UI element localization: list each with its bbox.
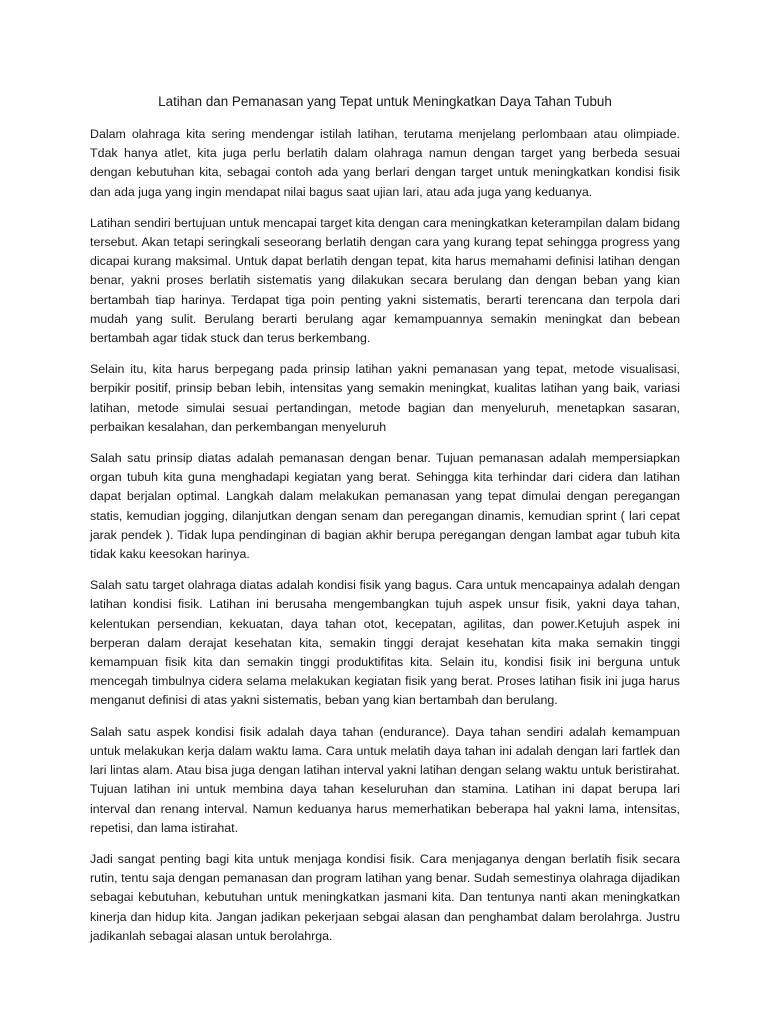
paragraph-6: Salah satu aspek kondisi fisik adalah daya tahan (endurance). Daya tahan sendiri adalah kemampuan untuk melakukan kerja dalam waktu lama. Cara untuk melatih daya tahan ini adalah dengan lari fartlek dan lari lintas alam. Atau bisa juga dengan latihan interval yakni latihan dengan selang waktu untuk beristirahat. Tujuan latihan ini untuk membina daya tahan keseluruhan dan stamina. Latihan ini dapat berupa lari interval dan renang interval. Namun keduanya harus memerhatikan beberapa hal yakni lama, intensitas, repetisi, dan lama istirahat. [90,724,680,835]
paragraph-4: Salah satu prinsip diatas adalah pemanasan dengan benar. Tujuan pemanasan adalah mempersiapkan organ tubuh kita guna menghadapi kegiatan yang berat. Sehingga kita terhindar dari cidera dan latihan dapat berjalan optimal. Langkah dalam melakukan pemanasan yang tepat dimulai dengan peregangan statis, kemudian jogging, dilanjutkan dengan senam dan peregangan dinamis, kemudian sprint ( lari cepat jarak pendek ). Tidak lupa pendinginan di bagian akhir berupa peregangan dengan lambat agar tubuh kita tidak kaku keesokan harinya. [90,451,680,562]
paragraph-2: Latihan sendiri bertujuan untuk mencapai target kita dengan cara meningkatkan keterampilan dalam bidang tersebut. Akan tetapi seringkali seseorang berlatih dengan cara yang kurang tepat sehingga progress yang dicapai kurang maksimal. Untuk dapat berlatih dengan tepat, kita harus memahami definisi latihan dengan benar, yakni proses berlatih sistematis yang dilakukan secara berulang dan dengan beban yang kian bertambah tiap harinya. Terdapat tiga poin penting yakni sistematis, berarti terencana dan terpola dari mudah yang sulit. Berulang berarti berulang agar kemampuannya semakin meningkat dan bebean bertambah agar tidak stuck dan terus berkembang. [90,215,680,346]
paragraph-1: Dalam olahraga kita sering mendengar istilah latihan, terutama menjelang perlombaan atau olimpiade. Tdak hanya atlet, kita juga perlu berlatih dalam olahraga namun dengan target yang berbeda sesuai dengan kebutuhan kita, sebagai contoh ada yang berlari dengan target untuk meningkatkan kondisi fisik dan ada juga yang ingin mendapat nilai bagus saat ujian lari, atau ada juga yang keduanya. [90,127,680,199]
paragraph-5: Salah satu target olahraga diatas adalah kondisi fisik yang bagus. Cara untuk mencapainya adalah dengan latihan kondisi fisik. Latihan ini berusaha mengembangkan tujuh aspek unsur fisik, yakni daya tahan, kelentukan persendian, kekuatan, daya tahan otot, kecepatan, agilitas, dan power.Ketujuh aspek ini berperan dalam derajat kesehatan kita, semakin tinggi derajat kesehatan kita maka semakin tinggi kemampuan fisik kita dan semakin tinggi produktifitas kita. Selain itu, kondisi fisik ini berguna untuk mencegah timbulnya cidera selama melakukan kegiatan fisik yang berat. Proses latihan fisik ini juga harus menganut definisi di atas yakni sistematis, beban yang kian bertambah dan berulang. [90,578,680,708]
paragraph-3: Selain itu, kita harus berpegang pada prinsip latihan yakni pemanasan yang tepat, metode visualisasi, berpikir positif, prinsip beban lebih, intensitas yang semakin meningkat, kualitas latihan yang baik, variasi latihan, metode simulai sesuai pertandingan, metode bagian dan menyeluruh, menetapkan sasaran, perbaikan kesalahan, dan perkembangan menyeluruh [90,362,680,434]
paragraph-7: Jadi sangat penting bagi kita untuk menjaga kondisi fisik. Cara menjaganya dengan berlatih fisik secara rutin, tentu saja dengan pemanasan dan program latihan yang benar. Sudah semestinya olahraga dijadikan sebagai kebutuhan, kebutuhan untuk meningkatkan jasmani kita. Dan tentunya nanti akan meningkatkan kinerja dan hidup kita. Jangan jadikan pekerjaan sebgai alasan dan penghambat dalam berolahrga. Justru jadikanlah sebagai alasan untuk berolahrga. [90,851,680,943]
document-title: Latihan dan Pemanasan yang Tepat untuk Meningkatkan Daya Tahan Tubuh [158,94,612,109]
